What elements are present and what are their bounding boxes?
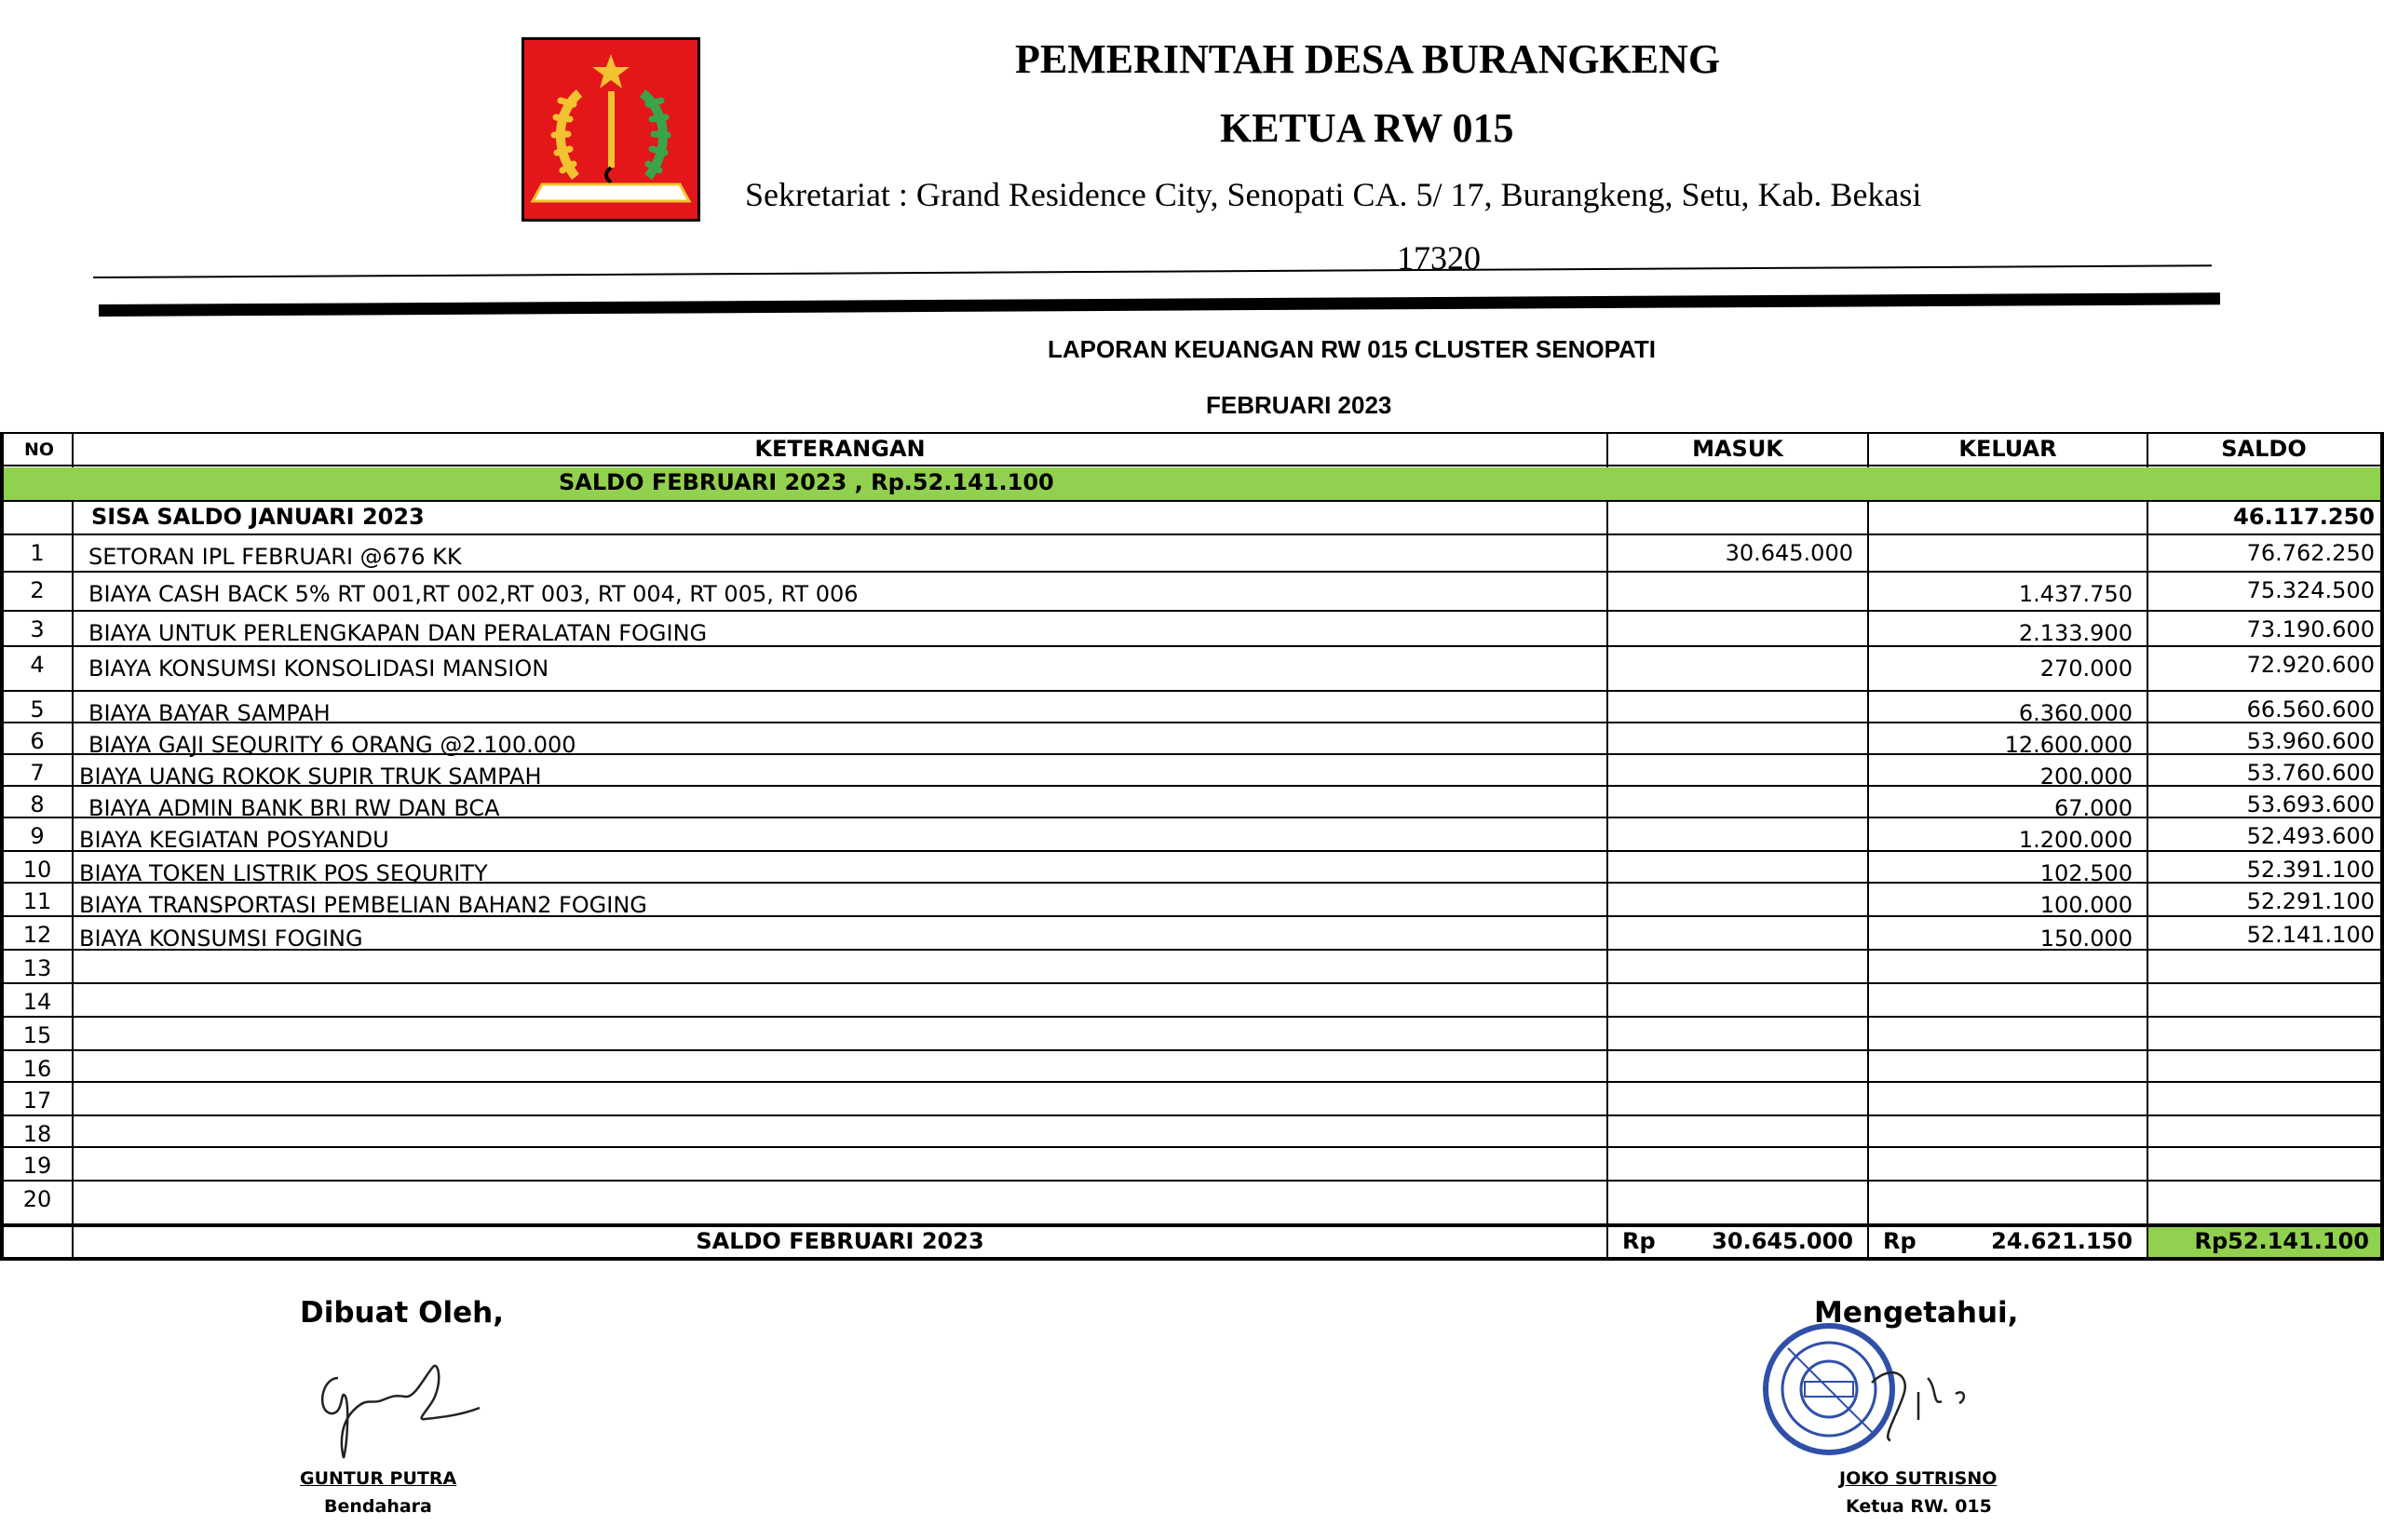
- row-saldo: 53.760.600: [2246, 760, 2375, 786]
- row-keluar: 67.000: [2054, 795, 2133, 821]
- opening-balance-label: SISA SALDO JANUARI 2023: [91, 504, 425, 530]
- row-no: 8: [30, 791, 45, 817]
- row-no: 2: [30, 577, 45, 603]
- row-keluar: 270.000: [2039, 655, 2133, 682]
- row-description: BIAYA BAYAR SAMPAH: [88, 700, 331, 726]
- row-description: BIAYA KONSUMSI FOGING: [79, 925, 363, 952]
- row-no: 7: [30, 760, 45, 786]
- letterhead-postcode: 17320: [1397, 239, 1481, 277]
- row-no: 19: [22, 1153, 52, 1179]
- row-no: 11: [22, 888, 52, 914]
- row-no: 15: [22, 1022, 52, 1048]
- header-keluar: KELUAR: [1958, 436, 2057, 462]
- letterhead-address: Sekretariat : Grand Residence City, Senopati CA. 5/ 17, Burangkeng, Setu, Kab. Bekasi: [745, 176, 1922, 213]
- row-no: 10: [22, 857, 52, 883]
- row-saldo: 52.493.600: [2246, 823, 2375, 849]
- row-no: 12: [22, 922, 52, 948]
- row-no: 14: [22, 989, 52, 1015]
- row-saldo: 73.190.600: [2246, 616, 2375, 642]
- row-no: 3: [30, 616, 45, 642]
- footer-balance-total: Rp52.141.100: [2194, 1228, 2369, 1254]
- header-saldo: SALDO: [2221, 436, 2307, 462]
- row-no: 6: [30, 728, 45, 754]
- acknowledged-by-heading: Mengetahui,: [1814, 1296, 2019, 1330]
- row-saldo: 52.391.100: [2246, 857, 2375, 883]
- row-keluar: 150.000: [2039, 925, 2133, 952]
- treasurer-role: Bendahara: [324, 1496, 432, 1517]
- row-no: 18: [22, 1121, 52, 1147]
- row-saldo: 75.324.500: [2246, 577, 2375, 603]
- row-description: BIAYA ADMIN BANK BRI RW DAN BCA: [88, 795, 500, 821]
- financial-report-table: [0, 432, 2384, 1261]
- report-period: FEBRUARI 2023: [1206, 391, 1392, 419]
- chairman-name: JOKO SUTRISNO: [1839, 1468, 1998, 1489]
- row-keluar: 100.000: [2039, 892, 2133, 918]
- footer-label: SALDO FEBRUARI 2023: [696, 1228, 984, 1254]
- letterhead-thick-rule: [99, 292, 2220, 317]
- treasurer-signature: [303, 1341, 489, 1466]
- row-saldo: 72.920.600: [2246, 652, 2375, 678]
- row-no: 1: [30, 540, 45, 566]
- opening-balance-value: 46.117.250: [2233, 504, 2375, 530]
- row-keluar: 1.200.000: [2018, 827, 2133, 853]
- row-description: BIAYA UNTUK PERLENGKAPAN DAN PERALATAN FOGING: [88, 620, 708, 646]
- row-masuk: 30.645.000: [1725, 540, 1853, 566]
- row-no: 17: [22, 1087, 52, 1114]
- row-saldo: 53.693.600: [2246, 791, 2375, 817]
- row-saldo: 52.141.100: [2246, 922, 2375, 948]
- report-title: LAPORAN KEUANGAN RW 015 CLUSTER SENOPATI: [1048, 335, 1656, 363]
- header-no: NO: [24, 439, 55, 460]
- letterhead-unit: KETUA RW 015: [1220, 105, 1514, 151]
- row-keluar: 1.437.750: [2018, 581, 2133, 607]
- saldo-banner-fill: [2, 467, 2382, 501]
- letterhead-thin-rule: [93, 264, 2212, 278]
- header-masuk: MASUK: [1692, 436, 1783, 462]
- letterhead-org: PEMERINTAH DESA BURANGKENG: [1015, 36, 1721, 82]
- chairman-signature: [1853, 1336, 2002, 1452]
- village-emblem-logo: [522, 37, 700, 222]
- header-keterangan: KETERANGAN: [754, 436, 926, 462]
- row-no: 5: [30, 696, 45, 723]
- chairman-role: Ketua RW. 015: [1846, 1496, 1992, 1517]
- row-description: SETORAN IPL FEBRUARI @676 KK: [88, 544, 462, 570]
- row-description: BIAYA GAJI SEQURITY 6 ORANG @2.100.000: [88, 732, 576, 758]
- row-keluar: 102.500: [2039, 860, 2133, 886]
- row-no: 13: [22, 955, 52, 981]
- row-description: BIAYA TRANSPORTASI PEMBELIAN BAHAN2 FOGING: [79, 892, 647, 918]
- prepared-by-heading: Dibuat Oleh,: [300, 1296, 504, 1330]
- footer-in-total: 30.645.000: [1712, 1228, 1853, 1254]
- row-saldo: 76.762.250: [2246, 540, 2375, 566]
- row-no: 16: [22, 1056, 52, 1082]
- row-saldo: 53.960.600: [2246, 728, 2375, 754]
- row-keluar: 200.000: [2039, 763, 2133, 790]
- footer-out-currency: Rp: [1883, 1228, 1917, 1254]
- row-description: BIAYA CASH BACK 5% RT 001,RT 002,RT 003, RT 004, RT 005, RT 006: [88, 581, 859, 607]
- row-keluar: 2.133.900: [2018, 620, 2133, 646]
- row-no: 20: [22, 1186, 52, 1212]
- row-no: 4: [30, 652, 45, 678]
- footer-in-currency: Rp: [1622, 1228, 1656, 1254]
- saldo-banner: SALDO FEBRUARI 2023 , Rp.52.141.100: [559, 469, 1054, 495]
- row-no: 9: [30, 823, 45, 849]
- row-description: BIAYA KEGIATAN POSYANDU: [79, 827, 389, 853]
- row-saldo: 52.291.100: [2246, 888, 2375, 914]
- row-description: BIAYA TOKEN LISTRIK POS SEQURITY: [79, 860, 488, 886]
- footer-out-total: 24.621.150: [1991, 1228, 2133, 1254]
- row-keluar: 12.600.000: [2004, 732, 2133, 758]
- row-description: BIAYA UANG ROKOK SUPIR TRUK SAMPAH: [79, 763, 542, 790]
- row-saldo: 66.560.600: [2246, 696, 2375, 723]
- row-keluar: 6.360.000: [2018, 700, 2133, 726]
- treasurer-name: GUNTUR PUTRA: [300, 1468, 457, 1489]
- row-description: BIAYA KONSUMSI KONSOLIDASI MANSION: [88, 655, 549, 682]
